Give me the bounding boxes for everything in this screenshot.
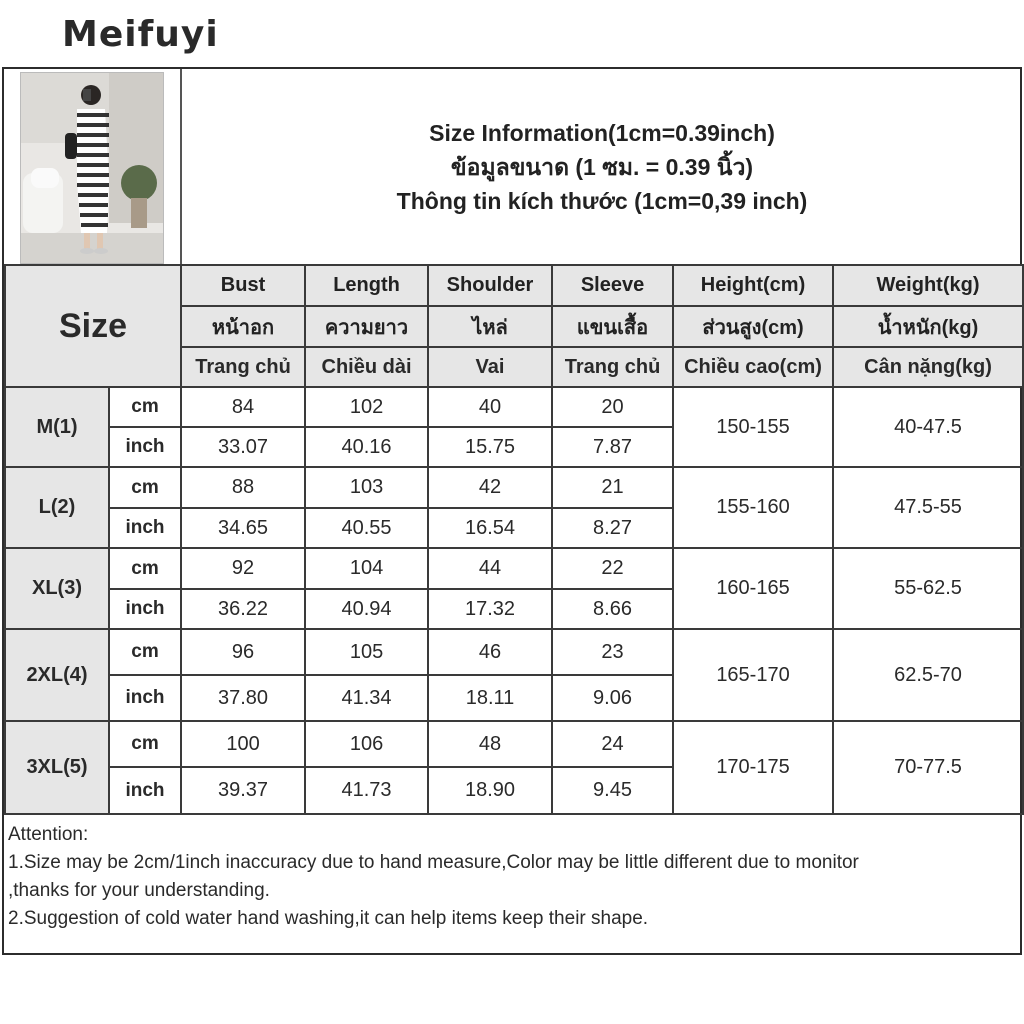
- length-inch: 41.73: [305, 767, 428, 814]
- weight-range: 70-77.5: [833, 721, 1023, 814]
- shoulder-cm: 44: [428, 548, 552, 589]
- col-header-weight-vi: Cân nặng(kg): [833, 347, 1023, 387]
- sleeve-inch: 8.66: [552, 589, 673, 629]
- shoulder-inch: 16.54: [428, 508, 552, 548]
- height-range: 160-165: [673, 548, 833, 629]
- height-range: 150-155: [673, 387, 833, 467]
- height-range: 155-160: [673, 467, 833, 548]
- weight-range: 55-62.5: [833, 548, 1023, 629]
- length-inch: 40.16: [305, 427, 428, 467]
- size-label: 3XL(5): [5, 721, 109, 814]
- length-inch: 40.94: [305, 589, 428, 629]
- col-header-height-th: ส่วนสูง(cm): [673, 306, 833, 347]
- bust-inch: 37.80: [181, 675, 305, 721]
- unit-inch: inch: [109, 427, 181, 467]
- bust-cm: 84: [181, 387, 305, 427]
- bust-cm: 96: [181, 629, 305, 675]
- bust-cm: 100: [181, 721, 305, 767]
- sleeve-inch: 8.27: [552, 508, 673, 548]
- col-header-sleeve-th: แขนเสื้อ: [552, 306, 673, 347]
- col-header-height: Height(cm): [673, 265, 833, 306]
- sleeve-inch: 9.45: [552, 767, 673, 814]
- sleeve-cm: 20: [552, 387, 673, 427]
- col-header-length-th: ความยาว: [305, 306, 428, 347]
- unit-inch: inch: [109, 675, 181, 721]
- unit-inch: inch: [109, 508, 181, 548]
- unit-cm: cm: [109, 387, 181, 427]
- height-range: 170-175: [673, 721, 833, 814]
- unit-cm: cm: [109, 721, 181, 767]
- sleeve-inch: 9.06: [552, 675, 673, 721]
- size-chart: [2, 67, 1022, 955]
- height-range: 165-170: [673, 629, 833, 721]
- col-header-shoulder: Shoulder: [428, 265, 552, 306]
- col-header-shoulder-th: ไหล่: [428, 306, 552, 347]
- attention-heading: Attention:: [8, 824, 89, 845]
- bust-cm: 88: [181, 467, 305, 508]
- attention-notes: [8, 821, 1018, 933]
- size-table: [4, 264, 1024, 815]
- size-label: L(2): [5, 467, 109, 548]
- col-header-weight-th: น้ำหนัก(kg): [833, 306, 1023, 347]
- sleeve-cm: 23: [552, 629, 673, 675]
- unit-cm: cm: [109, 467, 181, 508]
- model-photo: [20, 72, 164, 264]
- bust-cm: 92: [181, 548, 305, 589]
- shoulder-cm: 46: [428, 629, 552, 675]
- shoulder-cm: 42: [428, 467, 552, 508]
- size-label: XL(3): [5, 548, 109, 629]
- shoulder-cm: 48: [428, 721, 552, 767]
- size-header: Size: [5, 265, 181, 387]
- sleeve-cm: 21: [552, 467, 673, 508]
- brand-logo: Meifuyi: [62, 14, 219, 55]
- unit-inch: inch: [109, 589, 181, 629]
- weight-range: 40-47.5: [833, 387, 1023, 467]
- weight-range: 47.5-55: [833, 467, 1023, 548]
- weight-range: 62.5-70: [833, 629, 1023, 721]
- col-header-weight: Weight(kg): [833, 265, 1023, 306]
- attention-line: ,thanks for your understanding.: [8, 880, 270, 901]
- col-header-shoulder-vi: Vai: [428, 347, 552, 387]
- length-inch: 40.55: [305, 508, 428, 548]
- sleeve-cm: 24: [552, 721, 673, 767]
- title-vietnamese: Thông tin kích thước (1cm=0,39 inch): [396, 188, 808, 214]
- col-header-length-vi: Chiều dài: [305, 347, 428, 387]
- bust-inch: 34.65: [181, 508, 305, 548]
- unit-inch: inch: [109, 767, 181, 814]
- length-cm: 104: [305, 548, 428, 589]
- shoulder-inch: 15.75: [428, 427, 552, 467]
- attention-line: 2.Suggestion of cold water hand washing,it can help items keep their shape.: [8, 908, 649, 929]
- col-header-length: Length: [305, 265, 428, 306]
- model-photo-illustration: [21, 73, 164, 264]
- unit-cm: cm: [109, 629, 181, 675]
- shoulder-inch: 17.32: [428, 589, 552, 629]
- col-header-height-vi: Chiều cao(cm): [673, 347, 833, 387]
- length-inch: 41.34: [305, 675, 428, 721]
- shoulder-inch: 18.90: [428, 767, 552, 814]
- size-label: M(1): [5, 387, 109, 467]
- title-thai: ข้อมูลขนาด (1 ซม. = 0.39 นิ้ว): [450, 154, 754, 180]
- col-header-sleeve-vi: Trang chủ: [552, 347, 673, 387]
- length-cm: 103: [305, 467, 428, 508]
- bust-inch: 33.07: [181, 427, 305, 467]
- col-header-bust-th: หน้าอก: [181, 306, 305, 347]
- size-label: 2XL(4): [5, 629, 109, 721]
- title-english: Size Information(1cm=0.39inch): [429, 120, 775, 146]
- length-cm: 105: [305, 629, 428, 675]
- sleeve-cm: 22: [552, 548, 673, 589]
- col-header-bust-vi: Trang chủ: [181, 347, 305, 387]
- shoulder-inch: 18.11: [428, 675, 552, 721]
- attention-line: 1.Size may be 2cm/1inch inaccuracy due to hand measure,Color may be little different due to monitor: [8, 852, 859, 873]
- bust-inch: 39.37: [181, 767, 305, 814]
- col-header-sleeve: Sleeve: [552, 265, 673, 306]
- col-header-bust: Bust: [181, 265, 305, 306]
- size-info-title: [182, 69, 1022, 265]
- bust-inch: 36.22: [181, 589, 305, 629]
- unit-cm: cm: [109, 548, 181, 589]
- shoulder-cm: 40: [428, 387, 552, 427]
- length-cm: 102: [305, 387, 428, 427]
- sleeve-inch: 7.87: [552, 427, 673, 467]
- length-cm: 106: [305, 721, 428, 767]
